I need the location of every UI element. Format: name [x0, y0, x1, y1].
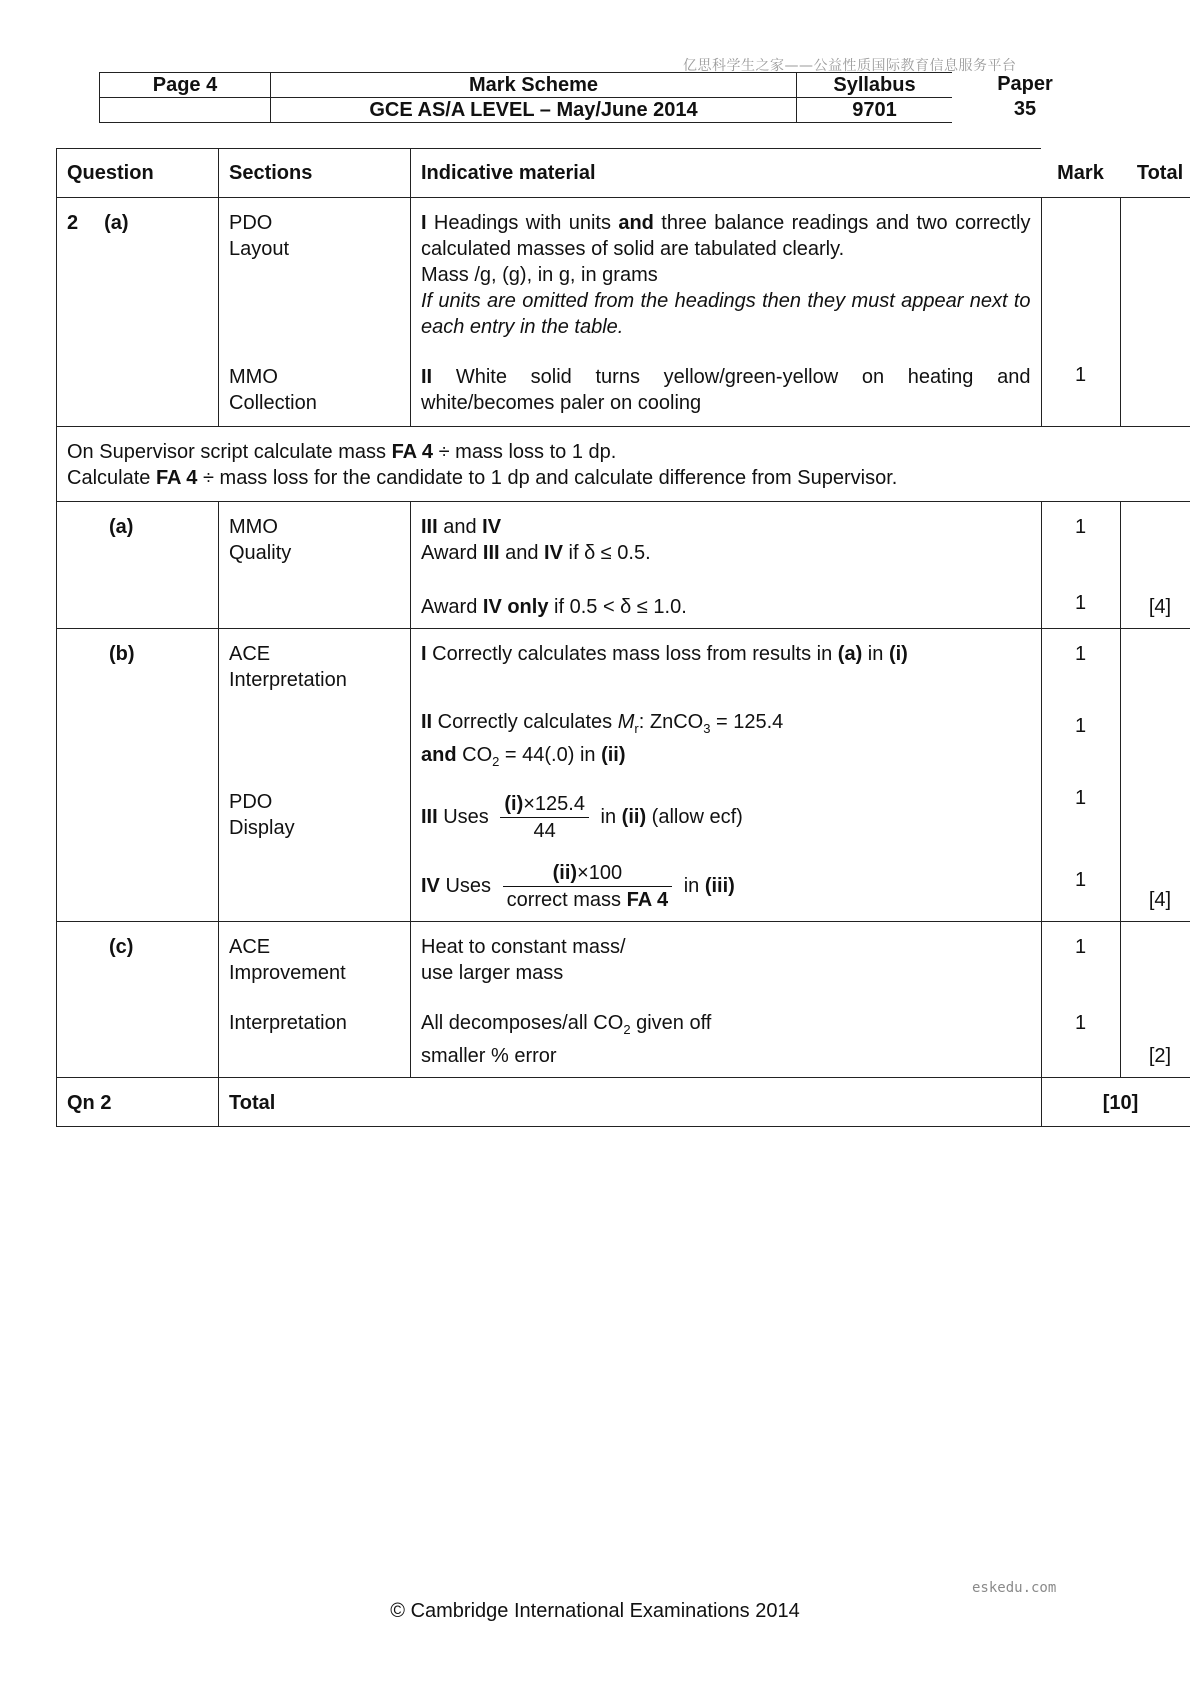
header-table: [99, 72, 952, 123]
total-cell: [2]: [1120, 922, 1190, 1078]
table-row: [57, 629, 1190, 922]
question-part: (c): [57, 922, 219, 1078]
total-cell: [4]: [1120, 502, 1190, 629]
mark-cell: 1 1: [1041, 922, 1120, 1078]
watermark-bottom: eskedu.com: [972, 1580, 1057, 1596]
header-paper-label: Paper: [997, 73, 1053, 95]
question-part: (b): [57, 629, 219, 922]
grand-total: [10]: [1041, 1078, 1190, 1127]
col-total: Total: [1120, 149, 1190, 198]
fraction-line-iv: IV Uses $\frac{(ii)\times 100}{\text{correct mass FA 4}}$ in (iii): [421, 862, 735, 911]
total-cell: [1120, 198, 1190, 427]
table-row: [57, 922, 1190, 1078]
section-cell: PDO Layout MMO Collection: [219, 198, 411, 427]
col-mark: Mark: [1041, 149, 1120, 198]
header-empty-cell: [100, 98, 271, 123]
header-syllabus-label: Syllabus: [797, 73, 953, 98]
col-question: Question: [57, 149, 219, 198]
material-cell: I Correctly calculates mass loss from results in (a) in (i) II Correctly calculates $M_r$: ZnCO$_3$ = 125.4 and $CO_2 = 44(.0)$ in (ii) III Uses $\frac{(i)\times 125.4}{44}$ in (ii) (allow ecf) IV Uses $\frac{(ii)\times 100}{\text{correct mass FA 4}}$ in (iii): [411, 629, 1042, 922]
mark-cell: 1: [1041, 198, 1120, 427]
mark-cell: 1 1 1 1: [1041, 629, 1120, 922]
fraction-iv: $\frac{(ii)\times 100}{\text{correct mass FA 4}}$: [503, 860, 673, 913]
table-row: [57, 198, 1190, 427]
col-sections: Sections: [219, 149, 411, 198]
watermark-top: 亿思科学生之家——公益性质国际教育信息服务平台: [683, 58, 1017, 74]
fraction-line-iii: III Uses $\frac{(i)\times 125.4}{44}$ in (ii) (allow ecf): [421, 793, 743, 842]
header-subtitle: GCE AS/A LEVEL – May/June 2014: [271, 98, 797, 123]
footer-copyright: © Cambridge International Examinations 2014: [390, 1600, 800, 1622]
fraction-iii: $\frac{(i)\times 125.4}{44}$: [500, 791, 589, 844]
material-cell: III and IV Award III and IV if δ ≤ 0.5. Award IV only if 0.5 < δ ≤ 1.0.: [411, 502, 1042, 629]
col-material: Indicative material: [411, 149, 1042, 198]
table-row: [57, 502, 1190, 629]
material-cell: Heat to constant mass/ use larger mass All decomposes/all $CO_2$ given off smaller % error: [411, 922, 1042, 1078]
header-paper-number: 35: [1013, 98, 1037, 120]
material-cell: I Headings with units and three balance readings and two correctly calculated masses of solid are tabulated clearly. Mass /g, (g), in g, in grams If units are omitted from the headings then they must appear next to each entry in the table. II White solid turns yellow/green-yellow on heating and white/becomes paler on cooling: [411, 198, 1042, 427]
section-cell: ACE Improvement Interpretation: [219, 922, 411, 1078]
qn2-label: Qn 2: [57, 1078, 219, 1127]
mark-cell: 1 1: [1041, 502, 1120, 629]
question-number: 2 (a): [57, 198, 219, 427]
total-row: [57, 1078, 1190, 1127]
supervisor-note: On Supervisor script calculate mass FA 4 ÷ mass loss to 1 dp. Calculate FA 4 ÷ mass loss for the candidate to 1 dp and calculate difference from Supervisor.: [57, 427, 1190, 502]
column-header-row: [57, 149, 1190, 198]
total-label: Total: [219, 1078, 1042, 1127]
total-cell: [4]: [1120, 629, 1190, 922]
header-page: Page 4: [100, 73, 271, 98]
question-part: (a): [57, 502, 219, 629]
mark-scheme-table: [56, 148, 1190, 1127]
header-title: Mark Scheme: [271, 73, 797, 98]
section-cell: MMO Quality: [219, 502, 411, 629]
supervisor-note-row: [57, 427, 1190, 502]
header-syllabus: 9701: [797, 98, 953, 123]
section-cell: ACE Interpretation PDO Display: [219, 629, 411, 922]
header-paper: [960, 72, 1090, 122]
